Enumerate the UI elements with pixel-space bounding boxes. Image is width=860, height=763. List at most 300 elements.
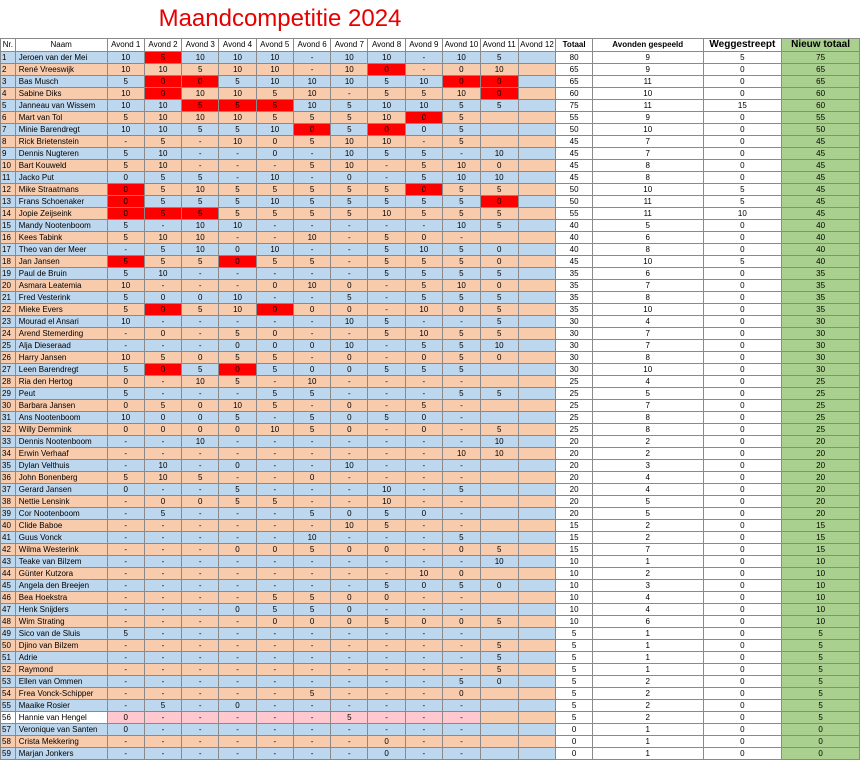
totaal-cell[interactable]: 10 — [556, 592, 592, 604]
avond-9-cell[interactable]: - — [405, 472, 442, 484]
avond-3-cell[interactable]: - — [182, 736, 219, 748]
avond-3-cell[interactable]: 0 — [182, 76, 219, 88]
avonden-gespeeld-cell[interactable]: 7 — [592, 328, 703, 340]
avonden-gespeeld-cell[interactable]: 4 — [592, 592, 703, 604]
player-name-cell[interactable]: Frea Vonck-Schipper — [15, 688, 107, 700]
avond-8-cell[interactable]: - — [368, 304, 405, 316]
avond-6-cell[interactable]: 10 — [293, 280, 330, 292]
avonden-gespeeld-cell[interactable]: 10 — [592, 184, 703, 196]
avond-1-cell[interactable]: 0 — [107, 424, 144, 436]
weggestreept-cell[interactable]: 0 — [703, 472, 782, 484]
avond-6-cell[interactable]: 5 — [293, 256, 330, 268]
avonden-gespeeld-cell[interactable]: 1 — [592, 640, 703, 652]
avond-4-cell[interactable]: 10 — [219, 400, 256, 412]
avond-10-cell[interactable]: - — [442, 712, 480, 724]
avond-9-cell[interactable]: 5 — [405, 280, 442, 292]
totaal-cell[interactable]: 5 — [556, 652, 592, 664]
totaal-cell[interactable]: 65 — [556, 76, 592, 88]
weggestreept-cell[interactable]: 0 — [703, 64, 782, 76]
avond-11-cell[interactable] — [480, 484, 518, 496]
avond-10-cell[interactable]: 5 — [442, 136, 480, 148]
avond-2-cell[interactable]: - — [144, 484, 181, 496]
avond-6-cell[interactable]: - — [293, 436, 330, 448]
avond-11-cell[interactable]: 10 — [480, 436, 518, 448]
avond-4-cell[interactable]: - — [219, 388, 256, 400]
avond-12-cell[interactable] — [518, 196, 556, 208]
avond-3-cell[interactable]: - — [182, 328, 219, 340]
table-row[interactable] — [1, 148, 860, 160]
nieuw-totaal-cell[interactable]: 10 — [782, 580, 860, 592]
weggestreept-cell[interactable]: 0 — [703, 88, 782, 100]
avond-2-cell[interactable]: - — [144, 664, 181, 676]
weggestreept-cell[interactable]: 0 — [703, 304, 782, 316]
avond-4-cell[interactable]: - — [219, 232, 256, 244]
nieuw-totaal-cell[interactable]: 60 — [782, 88, 860, 100]
nieuw-totaal-cell[interactable]: 20 — [782, 436, 860, 448]
weggestreept-cell[interactable]: 0 — [703, 676, 782, 688]
avond-8-cell[interactable]: 5 — [368, 268, 405, 280]
avond-9-cell[interactable]: 0 — [405, 184, 442, 196]
avond-10-cell[interactable]: - — [442, 628, 480, 640]
avond-10-cell[interactable]: - — [442, 460, 480, 472]
avond-9-cell[interactable]: 5 — [405, 88, 442, 100]
avond-12-cell[interactable] — [518, 424, 556, 436]
avond-12-cell[interactable] — [518, 472, 556, 484]
player-name-cell[interactable]: Nettie Lensink — [15, 496, 107, 508]
avond-3-cell[interactable]: - — [182, 604, 219, 616]
avond-12-cell[interactable] — [518, 736, 556, 748]
totaal-cell[interactable]: 65 — [556, 64, 592, 76]
table-row[interactable] — [1, 436, 860, 448]
avond-12-cell[interactable] — [518, 52, 556, 64]
nieuw-totaal-cell[interactable]: 5 — [782, 688, 860, 700]
avond-3-cell[interactable]: 5 — [182, 364, 219, 376]
weggestreept-cell[interactable]: 0 — [703, 328, 782, 340]
avond-3-cell[interactable]: - — [182, 268, 219, 280]
avond-6-cell[interactable]: - — [293, 652, 330, 664]
avond-10-cell[interactable]: - — [442, 496, 480, 508]
avond-11-cell[interactable] — [480, 736, 518, 748]
avond-11-cell[interactable]: 5 — [480, 292, 518, 304]
player-name-cell[interactable]: Bea Hoekstra — [15, 592, 107, 604]
avond-11-cell[interactable] — [480, 412, 518, 424]
nieuw-totaal-cell[interactable]: 45 — [782, 148, 860, 160]
avond-2-cell[interactable]: 0 — [144, 412, 181, 424]
avond-5-cell[interactable]: - — [256, 460, 293, 472]
nieuw-totaal-cell[interactable]: 25 — [782, 388, 860, 400]
column-header-avond-2[interactable]: Avond 2 — [144, 39, 181, 52]
avond-1-cell[interactable]: 0 — [107, 484, 144, 496]
nieuw-totaal-cell[interactable]: 40 — [782, 256, 860, 268]
avond-1-cell[interactable]: 10 — [107, 88, 144, 100]
avond-7-cell[interactable]: 10 — [331, 148, 368, 160]
nieuw-totaal-cell[interactable]: 30 — [782, 340, 860, 352]
avond-8-cell[interactable]: - — [368, 724, 405, 736]
nieuw-totaal-cell[interactable]: 5 — [782, 676, 860, 688]
avond-7-cell[interactable]: 10 — [331, 340, 368, 352]
avond-5-cell[interactable]: - — [256, 412, 293, 424]
avond-12-cell[interactable] — [518, 352, 556, 364]
avonden-gespeeld-cell[interactable]: 2 — [592, 436, 703, 448]
avond-2-cell[interactable]: - — [144, 724, 181, 736]
avond-5-cell[interactable]: - — [256, 736, 293, 748]
table-row[interactable] — [1, 220, 860, 232]
avond-7-cell[interactable]: 0 — [331, 424, 368, 436]
avond-5-cell[interactable]: - — [256, 724, 293, 736]
avond-9-cell[interactable]: 5 — [405, 292, 442, 304]
avond-8-cell[interactable]: 5 — [368, 148, 405, 160]
avond-6-cell[interactable]: 0 — [293, 124, 330, 136]
avond-12-cell[interactable] — [518, 364, 556, 376]
weggestreept-cell[interactable]: 0 — [703, 688, 782, 700]
avond-8-cell[interactable]: 5 — [368, 580, 405, 592]
avond-1-cell[interactable]: 10 — [107, 280, 144, 292]
avond-1-cell[interactable]: 5 — [107, 364, 144, 376]
avond-3-cell[interactable]: - — [182, 676, 219, 688]
avond-12-cell[interactable] — [518, 268, 556, 280]
avond-9-cell[interactable]: - — [405, 64, 442, 76]
avond-4-cell[interactable]: - — [219, 268, 256, 280]
avonden-gespeeld-cell[interactable]: 1 — [592, 724, 703, 736]
nieuw-totaal-cell[interactable]: 0 — [782, 736, 860, 748]
avond-3-cell[interactable]: - — [182, 508, 219, 520]
nieuw-totaal-cell[interactable]: 65 — [782, 76, 860, 88]
weggestreept-cell[interactable]: 0 — [703, 568, 782, 580]
row-number-cell[interactable]: 13 — [1, 196, 16, 208]
row-number-cell[interactable]: 40 — [1, 520, 16, 532]
avond-6-cell[interactable]: - — [293, 736, 330, 748]
avond-7-cell[interactable]: 0 — [331, 412, 368, 424]
avond-4-cell[interactable]: - — [219, 508, 256, 520]
totaal-cell[interactable]: 55 — [556, 208, 592, 220]
avond-10-cell[interactable]: 10 — [442, 88, 480, 100]
player-name-cell[interactable]: Janneau van Wissem — [15, 100, 107, 112]
player-name-cell[interactable]: Jan Jansen — [15, 256, 107, 268]
player-name-cell[interactable]: Mike Straatmans — [15, 184, 107, 196]
avond-7-cell[interactable]: 5 — [331, 184, 368, 196]
avond-5-cell[interactable]: 0 — [256, 340, 293, 352]
avond-1-cell[interactable]: - — [107, 676, 144, 688]
avond-5-cell[interactable]: 5 — [256, 604, 293, 616]
weggestreept-cell[interactable]: 0 — [703, 496, 782, 508]
avond-6-cell[interactable]: 0 — [293, 616, 330, 628]
nieuw-totaal-cell[interactable]: 35 — [782, 268, 860, 280]
table-row[interactable] — [1, 64, 860, 76]
avond-12-cell[interactable] — [518, 520, 556, 532]
avond-12-cell[interactable] — [518, 292, 556, 304]
avond-3-cell[interactable]: - — [182, 640, 219, 652]
avonden-gespeeld-cell[interactable]: 4 — [592, 604, 703, 616]
table-row[interactable] — [1, 448, 860, 460]
avond-3-cell[interactable]: - — [182, 568, 219, 580]
avond-4-cell[interactable]: 0 — [219, 700, 256, 712]
table-row[interactable] — [1, 124, 860, 136]
avond-8-cell[interactable]: - — [368, 220, 405, 232]
row-number-cell[interactable]: 34 — [1, 448, 16, 460]
avond-2-cell[interactable]: - — [144, 448, 181, 460]
nieuw-totaal-cell[interactable]: 20 — [782, 472, 860, 484]
avond-3-cell[interactable]: 10 — [182, 376, 219, 388]
avond-11-cell[interactable]: 5 — [480, 664, 518, 676]
avond-4-cell[interactable]: - — [219, 580, 256, 592]
avond-6-cell[interactable]: 5 — [293, 136, 330, 148]
avond-11-cell[interactable]: 5 — [480, 220, 518, 232]
player-name-cell[interactable]: René Vreeswijk — [15, 64, 107, 76]
avond-5-cell[interactable]: 0 — [256, 280, 293, 292]
avond-5-cell[interactable]: 10 — [256, 424, 293, 436]
row-number-cell[interactable]: 1 — [1, 52, 16, 64]
avonden-gespeeld-cell[interactable]: 9 — [592, 64, 703, 76]
avond-9-cell[interactable]: - — [405, 712, 442, 724]
avond-7-cell[interactable]: 0 — [331, 172, 368, 184]
avond-5-cell[interactable]: - — [256, 676, 293, 688]
totaal-cell[interactable]: 40 — [556, 244, 592, 256]
avond-12-cell[interactable] — [518, 184, 556, 196]
avond-5-cell[interactable]: - — [256, 232, 293, 244]
table-row[interactable] — [1, 52, 860, 64]
weggestreept-cell[interactable]: 0 — [703, 220, 782, 232]
totaal-cell[interactable]: 60 — [556, 88, 592, 100]
avond-11-cell[interactable] — [480, 724, 518, 736]
avond-10-cell[interactable]: - — [442, 316, 480, 328]
row-number-cell[interactable]: 28 — [1, 376, 16, 388]
avond-11-cell[interactable] — [480, 136, 518, 148]
nieuw-totaal-cell[interactable]: 60 — [782, 100, 860, 112]
avond-4-cell[interactable]: - — [219, 172, 256, 184]
avond-5-cell[interactable]: - — [256, 700, 293, 712]
avond-10-cell[interactable]: 5 — [442, 112, 480, 124]
totaal-cell[interactable]: 50 — [556, 196, 592, 208]
avond-10-cell[interactable]: 5 — [442, 208, 480, 220]
player-name-cell[interactable]: Teake van Bilzem — [15, 556, 107, 568]
nieuw-totaal-cell[interactable]: 45 — [782, 172, 860, 184]
table-row[interactable] — [1, 532, 860, 544]
avond-9-cell[interactable]: 0 — [405, 616, 442, 628]
player-name-cell[interactable]: Hannie van Hengel — [15, 712, 107, 724]
totaal-cell[interactable]: 45 — [556, 160, 592, 172]
avond-4-cell[interactable]: - — [219, 676, 256, 688]
avond-5-cell[interactable]: - — [256, 640, 293, 652]
nieuw-totaal-cell[interactable]: 20 — [782, 508, 860, 520]
avond-9-cell[interactable]: - — [405, 448, 442, 460]
avond-6-cell[interactable]: - — [293, 520, 330, 532]
avond-10-cell[interactable]: 0 — [442, 544, 480, 556]
player-name-cell[interactable]: Mart van Tol — [15, 112, 107, 124]
avond-7-cell[interactable]: - — [331, 736, 368, 748]
avonden-gespeeld-cell[interactable]: 2 — [592, 712, 703, 724]
avond-1-cell[interactable]: - — [107, 664, 144, 676]
avond-3-cell[interactable]: - — [182, 148, 219, 160]
weggestreept-cell[interactable]: 0 — [703, 556, 782, 568]
avond-6-cell[interactable]: 5 — [293, 388, 330, 400]
player-name-cell[interactable]: Jacko Put — [15, 172, 107, 184]
avond-4-cell[interactable]: - — [219, 664, 256, 676]
avonden-gespeeld-cell[interactable]: 1 — [592, 556, 703, 568]
table-row[interactable] — [1, 196, 860, 208]
avonden-gespeeld-cell[interactable]: 2 — [592, 700, 703, 712]
avond-6-cell[interactable]: - — [293, 484, 330, 496]
avond-10-cell[interactable]: 0 — [442, 304, 480, 316]
avond-9-cell[interactable]: - — [405, 376, 442, 388]
nieuw-totaal-cell[interactable]: 40 — [782, 220, 860, 232]
avond-9-cell[interactable]: 0 — [405, 508, 442, 520]
avond-8-cell[interactable]: - — [368, 556, 405, 568]
avond-12-cell[interactable] — [518, 124, 556, 136]
avond-6-cell[interactable]: 10 — [293, 76, 330, 88]
nieuw-totaal-cell[interactable]: 10 — [782, 592, 860, 604]
nieuw-totaal-cell[interactable]: 5 — [782, 664, 860, 676]
row-number-cell[interactable]: 39 — [1, 508, 16, 520]
avond-1-cell[interactable]: 5 — [107, 76, 144, 88]
avond-2-cell[interactable]: - — [144, 592, 181, 604]
nieuw-totaal-cell[interactable]: 25 — [782, 376, 860, 388]
avond-3-cell[interactable]: 10 — [182, 52, 219, 64]
avond-5-cell[interactable]: - — [256, 748, 293, 760]
avond-1-cell[interactable]: 5 — [107, 628, 144, 640]
avonden-gespeeld-cell[interactable]: 10 — [592, 304, 703, 316]
avond-9-cell[interactable]: - — [405, 388, 442, 400]
totaal-cell[interactable]: 30 — [556, 340, 592, 352]
weggestreept-cell[interactable]: 0 — [703, 292, 782, 304]
nieuw-totaal-cell[interactable]: 10 — [782, 604, 860, 616]
avond-5-cell[interactable]: - — [256, 220, 293, 232]
avond-12-cell[interactable] — [518, 64, 556, 76]
weggestreept-cell[interactable]: 0 — [703, 124, 782, 136]
avond-11-cell[interactable]: 5 — [480, 424, 518, 436]
avond-6-cell[interactable]: - — [293, 748, 330, 760]
avond-5-cell[interactable]: 10 — [256, 52, 293, 64]
avond-3-cell[interactable]: - — [182, 520, 219, 532]
row-number-cell[interactable]: 4 — [1, 88, 16, 100]
avond-6-cell[interactable]: - — [293, 172, 330, 184]
avond-7-cell[interactable]: - — [331, 376, 368, 388]
avond-6-cell[interactable]: 0 — [293, 364, 330, 376]
table-row[interactable] — [1, 364, 860, 376]
avonden-gespeeld-cell[interactable]: 1 — [592, 748, 703, 760]
avond-10-cell[interactable]: 10 — [442, 220, 480, 232]
avond-12-cell[interactable] — [518, 376, 556, 388]
nieuw-totaal-cell[interactable]: 35 — [782, 280, 860, 292]
avond-10-cell[interactable]: 5 — [442, 292, 480, 304]
avonden-gespeeld-cell[interactable]: 7 — [592, 280, 703, 292]
weggestreept-cell[interactable]: 0 — [703, 640, 782, 652]
table-row[interactable] — [1, 508, 860, 520]
avond-7-cell[interactable]: - — [331, 220, 368, 232]
avond-4-cell[interactable]: - — [219, 640, 256, 652]
avond-7-cell[interactable]: - — [331, 328, 368, 340]
avond-9-cell[interactable]: - — [405, 544, 442, 556]
avond-6-cell[interactable]: - — [293, 352, 330, 364]
avond-12-cell[interactable] — [518, 568, 556, 580]
avond-10-cell[interactable]: 5 — [442, 352, 480, 364]
avond-3-cell[interactable]: 5 — [182, 208, 219, 220]
avond-7-cell[interactable]: - — [331, 640, 368, 652]
avonden-gespeeld-cell[interactable]: 4 — [592, 484, 703, 496]
avond-2-cell[interactable]: - — [144, 652, 181, 664]
avond-7-cell[interactable]: - — [331, 268, 368, 280]
avond-9-cell[interactable]: - — [405, 724, 442, 736]
avond-2-cell[interactable]: - — [144, 568, 181, 580]
avond-2-cell[interactable]: - — [144, 280, 181, 292]
row-number-cell[interactable]: 16 — [1, 232, 16, 244]
avond-7-cell[interactable]: 0 — [331, 508, 368, 520]
table-row[interactable] — [1, 304, 860, 316]
totaal-cell[interactable]: 15 — [556, 544, 592, 556]
avond-7-cell[interactable]: 10 — [331, 160, 368, 172]
avond-1-cell[interactable]: - — [107, 532, 144, 544]
avond-5-cell[interactable]: - — [256, 160, 293, 172]
avond-5-cell[interactable]: - — [256, 292, 293, 304]
avond-6-cell[interactable]: - — [293, 496, 330, 508]
avond-10-cell[interactable]: - — [442, 232, 480, 244]
avond-9-cell[interactable]: - — [405, 220, 442, 232]
player-name-cell[interactable]: Willy Demmink — [15, 424, 107, 436]
avond-5-cell[interactable]: 0 — [256, 328, 293, 340]
totaal-cell[interactable]: 20 — [556, 472, 592, 484]
table-row[interactable] — [1, 616, 860, 628]
avond-8-cell[interactable]: - — [368, 292, 405, 304]
avond-7-cell[interactable]: - — [331, 568, 368, 580]
avond-9-cell[interactable]: - — [405, 532, 442, 544]
nieuw-totaal-cell[interactable]: 25 — [782, 412, 860, 424]
avond-3-cell[interactable]: 10 — [182, 244, 219, 256]
avond-4-cell[interactable]: 5 — [219, 328, 256, 340]
weggestreept-cell[interactable]: 0 — [703, 448, 782, 460]
avond-8-cell[interactable]: - — [368, 532, 405, 544]
column-header-avond-9[interactable]: Avond 9 — [405, 39, 442, 52]
avond-12-cell[interactable] — [518, 328, 556, 340]
avond-10-cell[interactable]: 5 — [442, 100, 480, 112]
avond-9-cell[interactable]: 5 — [405, 208, 442, 220]
avond-9-cell[interactable]: - — [405, 748, 442, 760]
avond-5-cell[interactable]: 10 — [256, 76, 293, 88]
avond-5-cell[interactable]: - — [256, 568, 293, 580]
player-name-cell[interactable]: Wim Strating — [15, 616, 107, 628]
avond-11-cell[interactable] — [480, 232, 518, 244]
avond-11-cell[interactable]: 5 — [480, 544, 518, 556]
row-number-cell[interactable]: 54 — [1, 688, 16, 700]
avond-9-cell[interactable]: - — [405, 688, 442, 700]
avond-2-cell[interactable]: 5 — [144, 184, 181, 196]
avond-7-cell[interactable]: - — [331, 532, 368, 544]
avond-2-cell[interactable]: 10 — [144, 268, 181, 280]
table-row[interactable] — [1, 688, 860, 700]
table-row[interactable] — [1, 280, 860, 292]
totaal-cell[interactable]: 0 — [556, 736, 592, 748]
avond-3-cell[interactable]: - — [182, 340, 219, 352]
avond-7-cell[interactable]: 0 — [331, 364, 368, 376]
player-name-cell[interactable]: Kees Tabink — [15, 232, 107, 244]
avond-11-cell[interactable]: 5 — [480, 268, 518, 280]
avond-2-cell[interactable]: - — [144, 532, 181, 544]
avond-10-cell[interactable]: 5 — [442, 388, 480, 400]
avond-10-cell[interactable]: - — [442, 748, 480, 760]
totaal-cell[interactable]: 35 — [556, 268, 592, 280]
avond-11-cell[interactable]: 10 — [480, 340, 518, 352]
avonden-gespeeld-cell[interactable]: 11 — [592, 208, 703, 220]
avond-12-cell[interactable] — [518, 88, 556, 100]
avond-8-cell[interactable]: - — [368, 340, 405, 352]
nieuw-totaal-cell[interactable]: 15 — [782, 544, 860, 556]
nieuw-totaal-cell[interactable]: 5 — [782, 652, 860, 664]
avond-3-cell[interactable]: 0 — [182, 400, 219, 412]
avond-12-cell[interactable] — [518, 304, 556, 316]
avond-8-cell[interactable]: - — [368, 160, 405, 172]
row-number-cell[interactable]: 31 — [1, 412, 16, 424]
row-number-cell[interactable]: 47 — [1, 604, 16, 616]
totaal-cell[interactable]: 15 — [556, 532, 592, 544]
avond-5-cell[interactable]: - — [256, 436, 293, 448]
